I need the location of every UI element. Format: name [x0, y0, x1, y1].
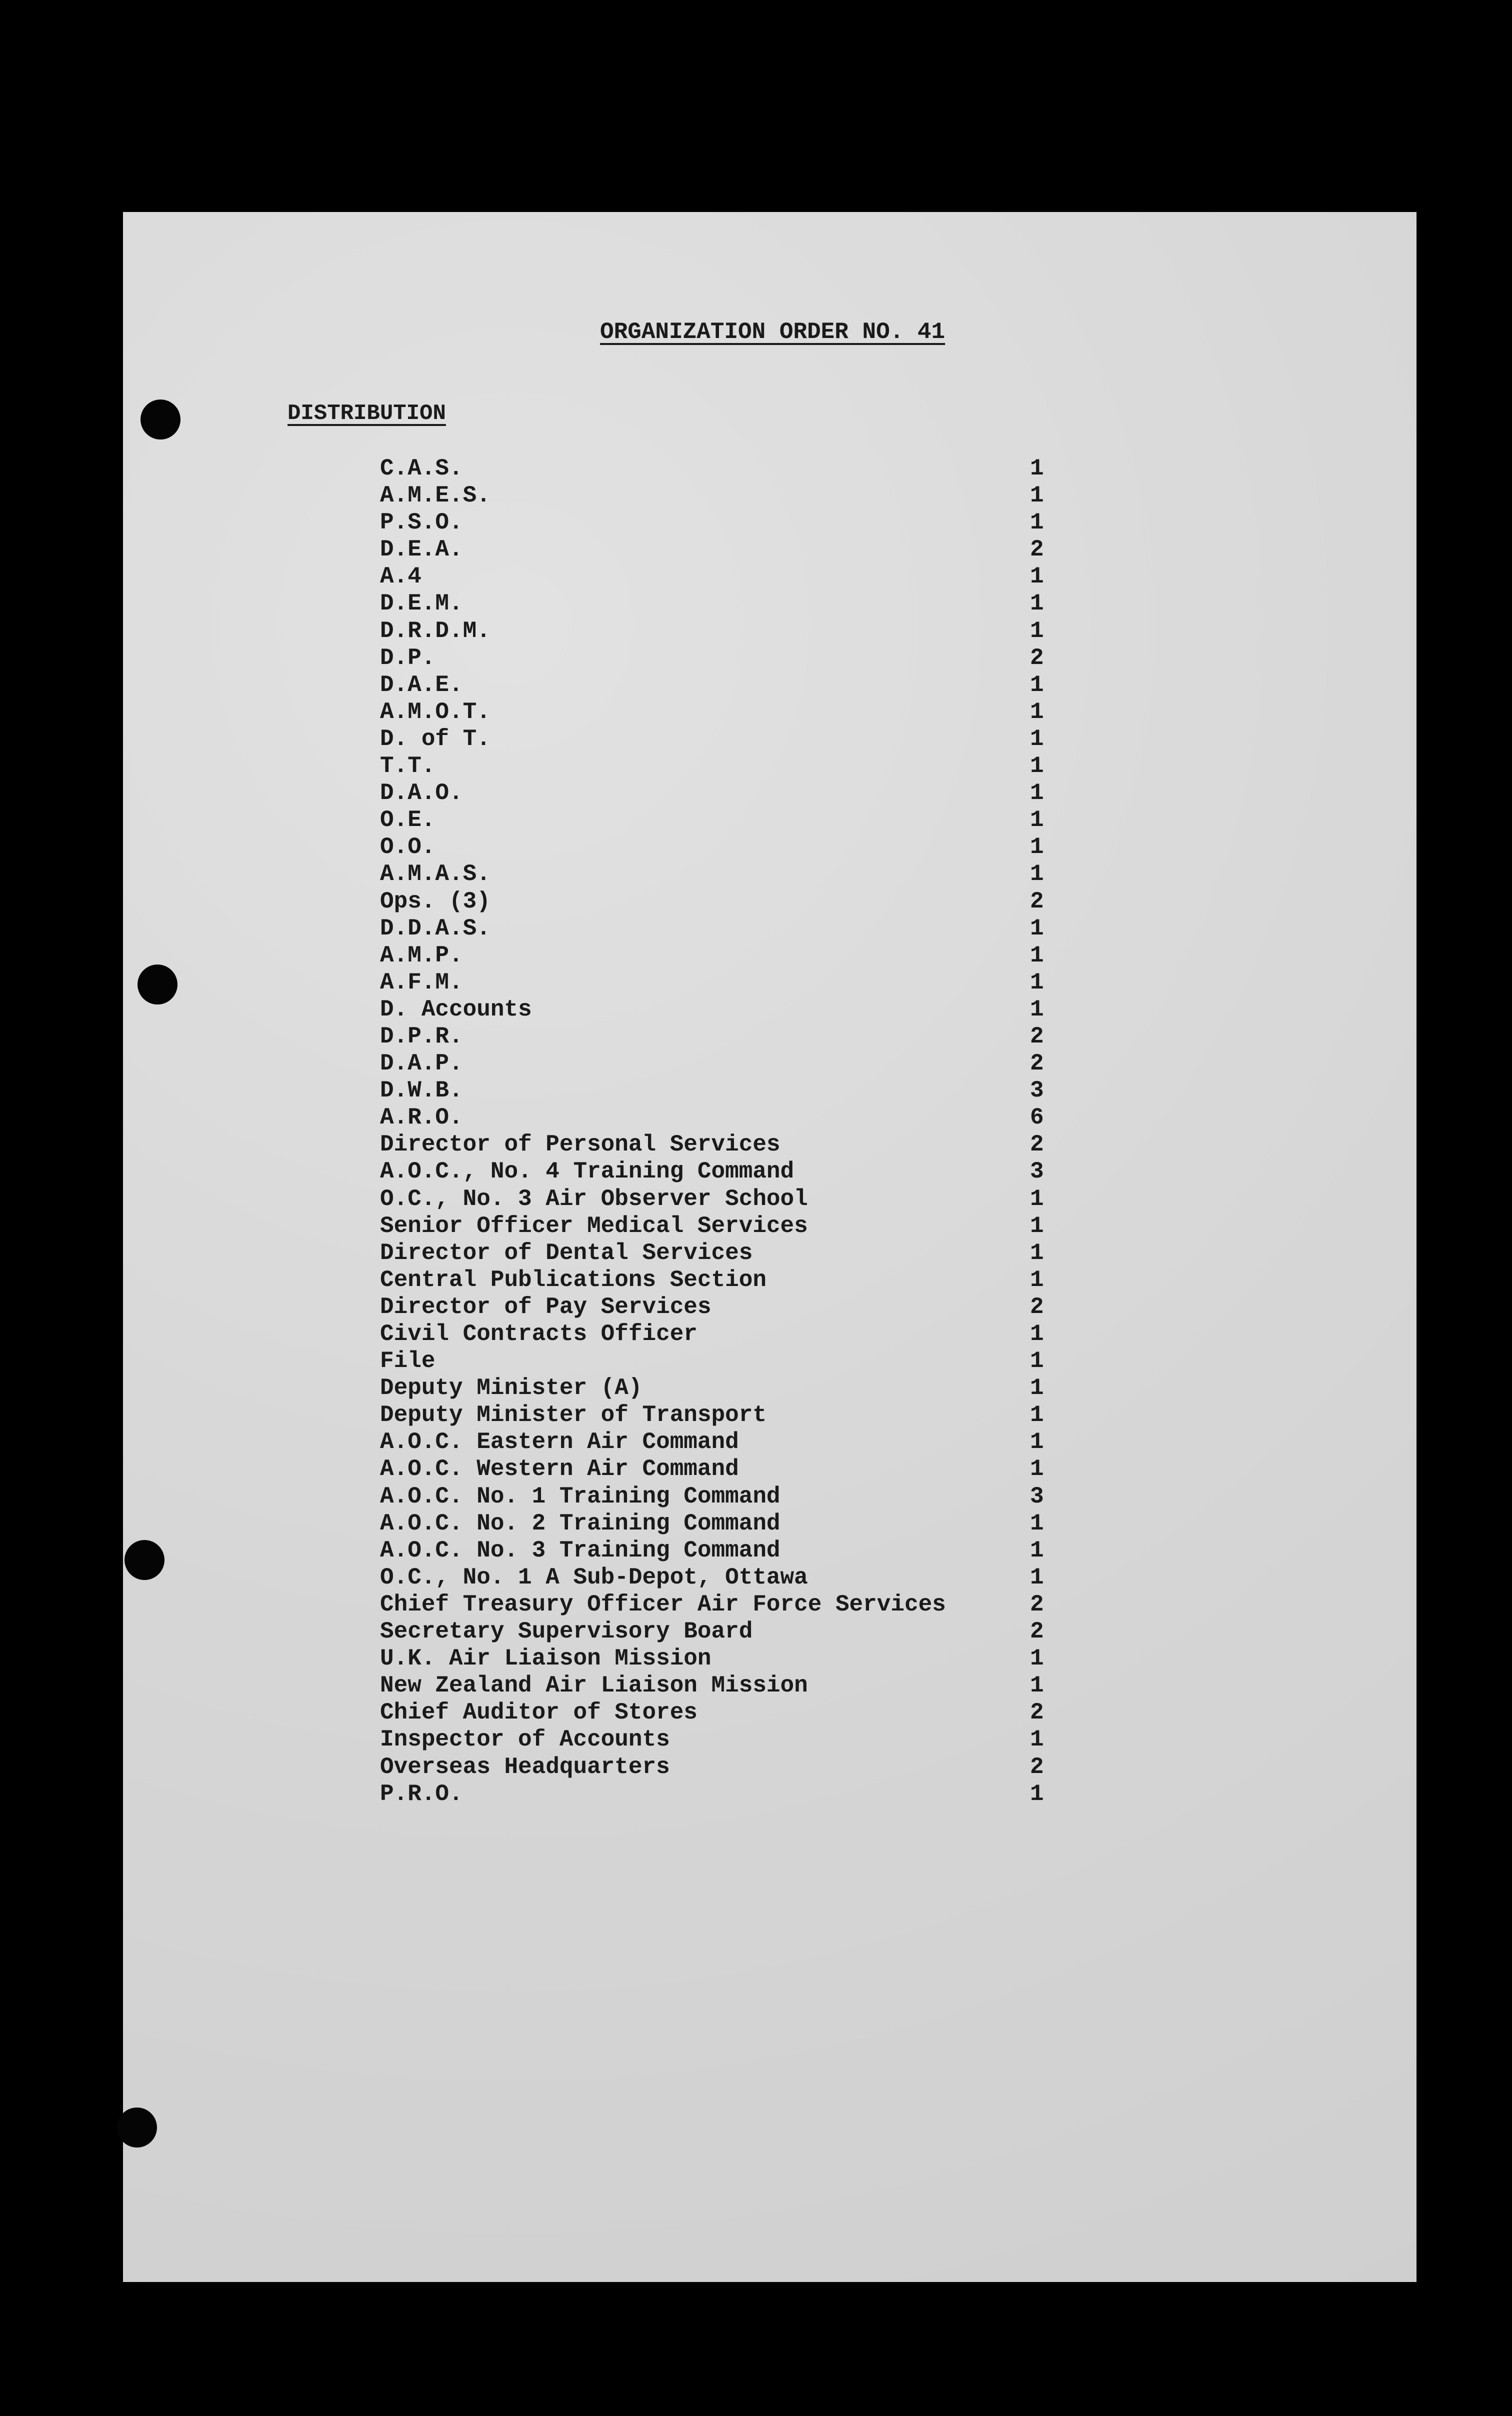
recipient-name: Senior Officer Medical Services	[380, 1212, 808, 1239]
copy-count: 3	[1030, 1483, 1044, 1510]
recipient-name: File	[380, 1348, 436, 1374]
copy-count: 1	[1030, 590, 1044, 617]
copy-count: 2	[1030, 1591, 1044, 1618]
distribution-row	[380, 1374, 1055, 1402]
distribution-row	[380, 1158, 1055, 1185]
copy-count: 1	[1030, 564, 1044, 590]
distribution-row	[380, 1050, 1055, 1077]
distribution-row	[380, 482, 1055, 509]
copy-count: 1	[1030, 915, 1044, 942]
distribution-row	[380, 1537, 1055, 1564]
distribution-row	[380, 1645, 1055, 1672]
distribution-row	[380, 1212, 1055, 1240]
punch-hole	[140, 400, 180, 440]
distribution-row	[380, 1428, 1055, 1456]
copy-count: 2	[1030, 1023, 1044, 1050]
copy-count: 1	[1030, 698, 1044, 725]
distribution-heading: DISTRIBUTION	[288, 401, 446, 426]
copy-count: 2	[1030, 1618, 1044, 1645]
recipient-name: Inspector of Accounts	[380, 1726, 670, 1753]
recipient-name: D.P.R.	[380, 1023, 463, 1050]
distribution-row	[380, 1591, 1055, 1618]
recipient-name: D.R.D.M.	[380, 618, 490, 644]
distribution-row	[380, 1131, 1055, 1158]
distribution-row	[380, 1618, 1055, 1645]
recipient-name: D.A.O.	[380, 780, 463, 806]
distribution-row	[380, 1348, 1055, 1374]
copy-count: 2	[1030, 1050, 1044, 1077]
distribution-row	[380, 698, 1055, 726]
recipient-name: A.O.C., No. 4 Training Command	[380, 1158, 794, 1185]
distribution-row	[380, 915, 1055, 942]
copy-count: 1	[1030, 1212, 1044, 1239]
distribution-row	[380, 1726, 1055, 1753]
punch-hole	[117, 2108, 157, 2148]
recipient-name: D.W.B.	[380, 1078, 463, 1104]
copy-count: 1	[1030, 807, 1044, 834]
distribution-row	[380, 1266, 1055, 1294]
distribution-row	[380, 1754, 1055, 1780]
recipient-name: Chief Auditor of Stores	[380, 1700, 698, 1726]
distribution-row	[380, 618, 1055, 644]
copy-count: 1	[1030, 1564, 1044, 1590]
copy-count: 1	[1030, 969, 1044, 996]
copy-count: 1	[1030, 996, 1044, 1022]
distribution-row	[380, 455, 1055, 482]
distribution-row	[380, 672, 1055, 698]
copy-count: 1	[1030, 1429, 1044, 1456]
copy-count: 2	[1030, 644, 1044, 671]
recipient-name: O.E.	[380, 807, 436, 834]
distribution-row	[380, 1672, 1055, 1699]
recipient-name: A.F.M.	[380, 969, 463, 996]
copy-count: 1	[1030, 1266, 1044, 1293]
recipient-name: Chief Treasury Officer Air Force Services	[380, 1591, 946, 1618]
distribution-row	[380, 1077, 1055, 1104]
distribution-row	[380, 1240, 1055, 1266]
recipient-name: D.P.	[380, 644, 436, 671]
distribution-list	[380, 455, 1055, 1808]
copy-count: 1	[1030, 1510, 1044, 1536]
document-title: ORGANIZATION ORDER NO. 41	[600, 319, 946, 345]
copy-count: 2	[1030, 1700, 1044, 1726]
recipient-name: A.M.P.	[380, 942, 463, 968]
distribution-row	[380, 1104, 1055, 1131]
copy-count: 2	[1030, 888, 1044, 914]
copy-count: 1	[1030, 1780, 1044, 1807]
copy-count: 1	[1030, 1348, 1044, 1374]
copy-count: 3	[1030, 1078, 1044, 1104]
copy-count: 1	[1030, 726, 1044, 752]
recipient-name: O.C., No. 3 Air Observer School	[380, 1186, 808, 1212]
copy-count: 1	[1030, 456, 1044, 482]
distribution-row	[380, 1186, 1055, 1212]
copy-count: 2	[1030, 1294, 1044, 1320]
recipient-name: A.O.C. Western Air Command	[380, 1456, 739, 1482]
recipient-name: A.O.C. Eastern Air Command	[380, 1429, 739, 1456]
copy-count: 1	[1030, 1646, 1044, 1672]
copy-count: 1	[1030, 1672, 1044, 1699]
copy-count: 2	[1030, 1754, 1044, 1780]
recipient-name: Ops. (3)	[380, 888, 490, 914]
copy-count: 1	[1030, 1456, 1044, 1482]
distribution-row	[380, 752, 1055, 780]
copy-count: 1	[1030, 942, 1044, 968]
distribution-row	[380, 1402, 1055, 1428]
copy-count: 1	[1030, 834, 1044, 860]
distribution-row	[380, 1023, 1055, 1050]
distribution-row	[380, 1564, 1055, 1591]
recipient-name: Director of Pay Services	[380, 1294, 712, 1320]
distribution-row	[380, 1294, 1055, 1320]
copy-count: 1	[1030, 672, 1044, 698]
copy-count: 1	[1030, 1726, 1044, 1753]
copy-count: 1	[1030, 1240, 1044, 1266]
recipient-name: O.C., No. 1 A Sub-Depot, Ottawa	[380, 1564, 808, 1590]
recipient-name: Director of Personal Services	[380, 1132, 780, 1158]
recipient-name: D.A.P.	[380, 1050, 463, 1077]
recipient-name: D.A.E.	[380, 672, 463, 698]
distribution-row	[380, 1780, 1055, 1808]
copy-count: 1	[1030, 1321, 1044, 1347]
recipient-name: A.M.O.T.	[380, 698, 490, 725]
recipient-name: O.O.	[380, 834, 436, 860]
recipient-name: C.A.S.	[380, 456, 463, 482]
recipient-name: A.O.C. No. 1 Training Command	[380, 1483, 780, 1510]
copy-count: 1	[1030, 618, 1044, 644]
distribution-row	[380, 1456, 1055, 1482]
recipient-name: Secretary Supervisory Board	[380, 1618, 753, 1645]
distribution-row	[380, 563, 1055, 590]
copy-count: 1	[1030, 1186, 1044, 1212]
copy-count: 1	[1030, 861, 1044, 888]
copy-count: 3	[1030, 1158, 1044, 1185]
recipient-name: U.K. Air Liaison Mission	[380, 1646, 712, 1672]
distribution-row	[380, 806, 1055, 834]
distribution-row	[380, 969, 1055, 996]
recipient-name: Central Publications Section	[380, 1266, 766, 1293]
recipient-name: Deputy Minister of Transport	[380, 1402, 766, 1428]
recipient-name: P.R.O.	[380, 1780, 463, 1807]
copy-count: 2	[1030, 1132, 1044, 1158]
copy-count: 1	[1030, 780, 1044, 806]
copy-count: 2	[1030, 536, 1044, 563]
recipient-name: D. of T.	[380, 726, 490, 752]
recipient-name: A.O.C. No. 2 Training Command	[380, 1510, 780, 1536]
copy-count: 1	[1030, 510, 1044, 536]
distribution-row	[380, 726, 1055, 752]
copy-count: 1	[1030, 1537, 1044, 1564]
recipient-name: A.M.E.S.	[380, 482, 490, 509]
recipient-name: Overseas Headquarters	[380, 1754, 670, 1780]
distribution-row	[380, 1320, 1055, 1348]
recipient-name: Civil Contracts Officer	[380, 1321, 698, 1347]
distribution-row	[380, 860, 1055, 888]
recipient-name: A.M.A.S.	[380, 861, 490, 888]
distribution-row	[380, 834, 1055, 860]
distribution-row	[380, 1483, 1055, 1510]
distribution-row	[380, 888, 1055, 915]
distribution-row	[380, 1699, 1055, 1726]
copy-count: 1	[1030, 753, 1044, 780]
recipient-name: D. Accounts	[380, 996, 532, 1022]
copy-count: 1	[1030, 1402, 1044, 1428]
punch-hole	[138, 964, 178, 1004]
distribution-row	[380, 509, 1055, 536]
distribution-row	[380, 644, 1055, 672]
distribution-row	[380, 996, 1055, 1023]
recipient-name: A.R.O.	[380, 1104, 463, 1131]
copy-count: 1	[1030, 482, 1044, 509]
recipient-name: Deputy Minister (A)	[380, 1375, 642, 1402]
recipient-name: D.D.A.S.	[380, 915, 490, 942]
distribution-row	[380, 1510, 1055, 1537]
distribution-row	[380, 590, 1055, 617]
recipient-name: T.T.	[380, 753, 436, 780]
recipient-name: New Zealand Air Liaison Mission	[380, 1672, 808, 1699]
recipient-name: A.4	[380, 564, 422, 590]
recipient-name: P.S.O.	[380, 510, 463, 536]
recipient-name: Director of Dental Services	[380, 1240, 753, 1266]
distribution-row	[380, 780, 1055, 806]
punch-hole	[124, 1540, 164, 1580]
recipient-name: D.E.M.	[380, 590, 463, 617]
copy-count: 6	[1030, 1104, 1044, 1131]
copy-count: 1	[1030, 1375, 1044, 1402]
recipient-name: D.E.A.	[380, 536, 463, 563]
distribution-row	[380, 942, 1055, 969]
recipient-name: A.O.C. No. 3 Training Command	[380, 1537, 780, 1564]
distribution-row	[380, 536, 1055, 563]
